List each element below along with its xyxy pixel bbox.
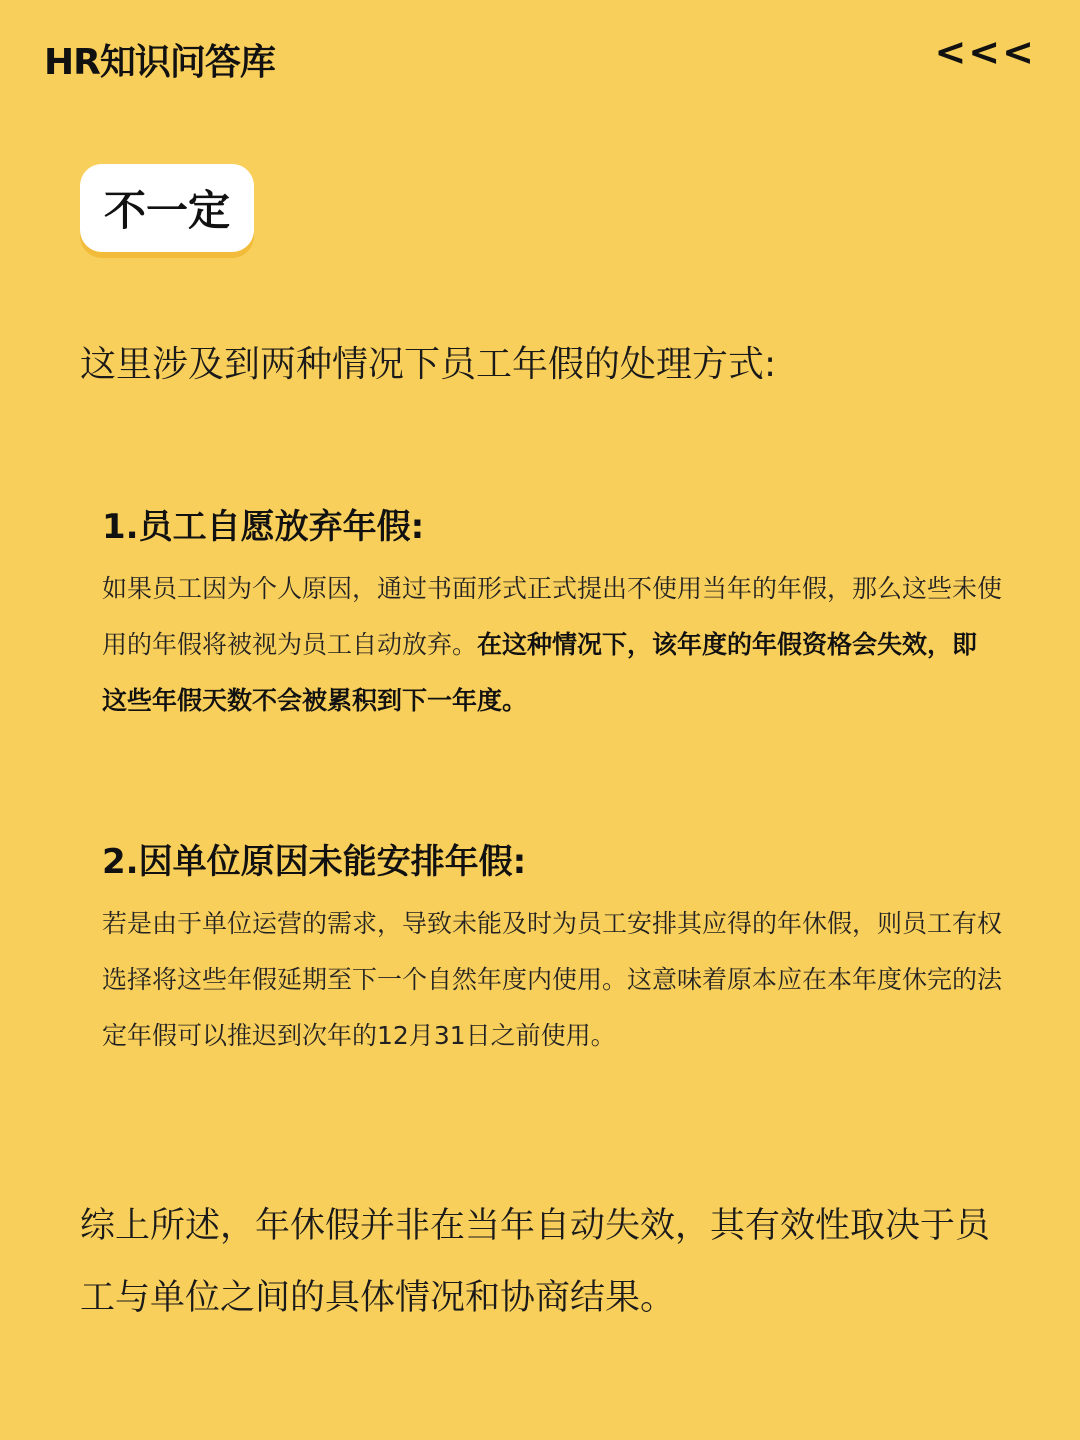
intro-text: 这里涉及到两种情况下员工年假的处理方式:	[80, 344, 777, 385]
section-body-normal: 若是由于单位运营的需求，导致未能及时为员工安排其应得的年休假，则员工有权选择将这些年假延期至下一个自然年度内使用。这意味着原本应在本年度休完的法定年假可以推迟到次年的12月31日之前使用。	[102, 909, 1003, 1050]
answer-badge-label: 不一定	[103, 186, 230, 235]
answer-badge	[80, 164, 254, 252]
section-heading: 1.员工自愿放弃年假:	[102, 507, 425, 547]
back-arrows-icon[interactable]: <<<	[934, 30, 1036, 74]
conclusion-text: 综上所述，年休假并非在当年自动失效，其有效性取决于员工与单位之间的具体情况和协商结果。	[80, 1206, 991, 1318]
section-body-bold: 在这种情况下，该年度的年假资格会失效，即这些年假天数不会被累积到下一年度。	[102, 630, 978, 715]
section-employer-unable	[102, 840, 1002, 1064]
section-heading: 2.因单位原因未能安排年假:	[102, 842, 527, 882]
header-title: HR知识问答库	[44, 42, 275, 83]
section-body	[102, 561, 1002, 729]
section-body-normal: 如果员工因为个人原因，通过书面形式正式提出不使用当年的年假，那么这些未使用的年假将被视为员工自动放弃。	[102, 574, 1003, 659]
section-voluntary-waiver	[102, 505, 1002, 729]
section-body	[102, 896, 1002, 1064]
